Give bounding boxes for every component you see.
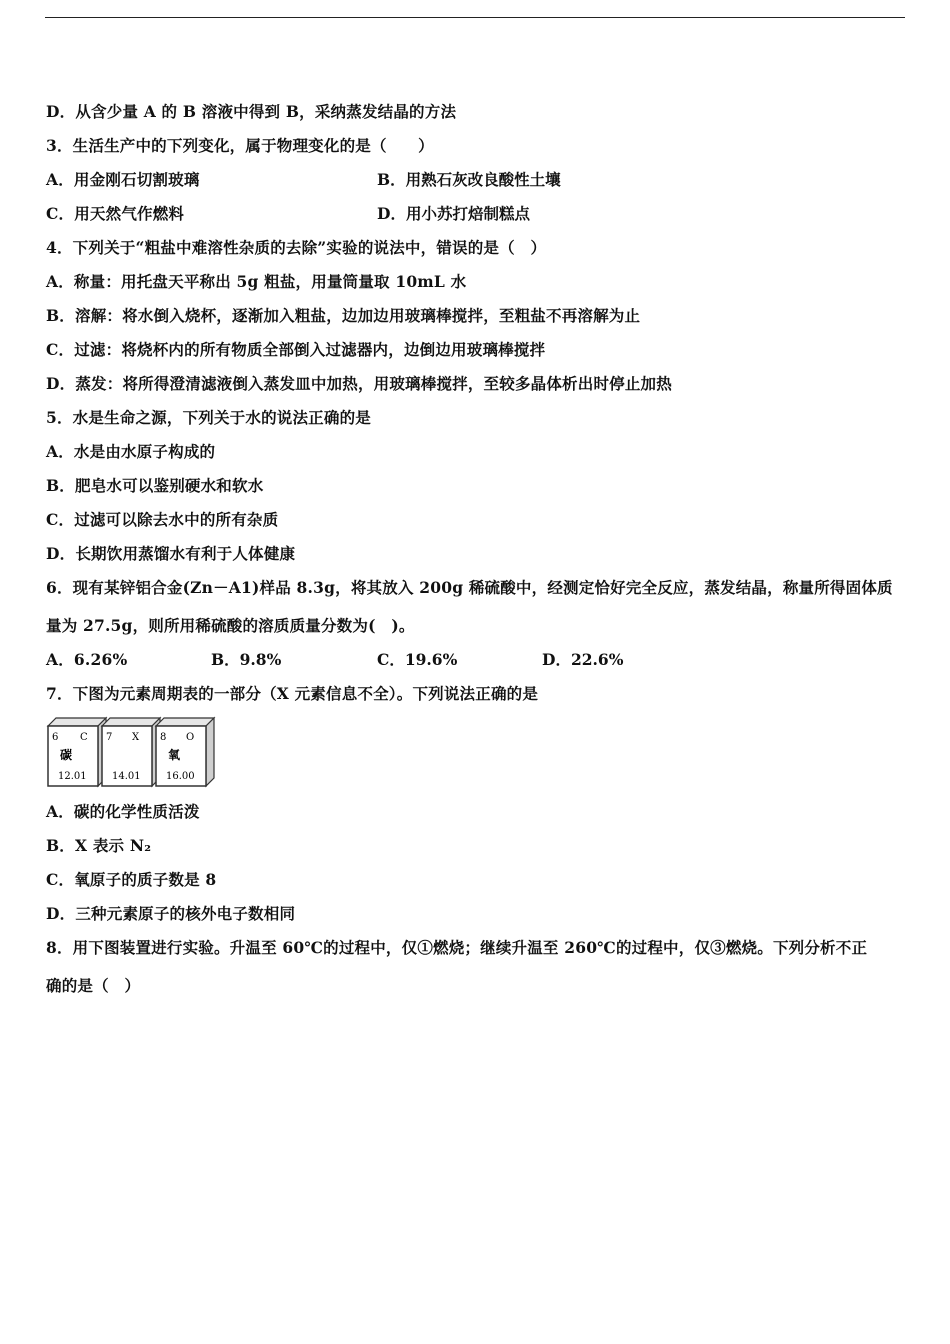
q6-stem-line1: 6．现有某锌铝合金(Zn－A1)样品 8.3g，将其放入 200g 稀硫酸中，经测定恰好完全反应，蒸发结晶，称量所得固体质 [46,578,893,597]
q4-option-b: B．溶解：将水倒入烧杯，逐渐加入粗盐，边加边用玻璃棒搅拌，至粗盐不再溶解为止 [46,306,641,325]
q6-option-a: A．6.26% [46,650,128,669]
element-cell-carbon [48,718,106,786]
element-mass: 16.00 [166,771,195,782]
q2-option-d: D．从含少量 A 的 B 溶液中得到 B，采纳蒸发结晶的方法 [46,102,457,121]
q4-option-c: C．过滤：将烧杯内的所有物质全部倒入过滤器内，边倒边用玻璃棒搅拌 [46,340,546,359]
q7-option-b: B．X 表示 N₂ [46,836,152,855]
q5-option-c: C．过滤可以除去水中的所有杂质 [46,510,279,529]
element-number: 7 [106,732,113,743]
q7-stem: 7．下图为元素周期表的一部分（X 元素信息不全）。下列说法正确的是 [46,684,539,703]
q3-option-a: A．用金刚石切割玻璃 [46,170,200,189]
element-symbol: X [132,732,140,743]
q7-option-c: C．氧原子的质子数是 8 [46,870,217,889]
element-mass: 12.01 [58,771,87,782]
element-symbol: O [186,732,195,743]
periodic-table-fragment [46,716,218,788]
element-name: 碳 [60,748,73,762]
q3-stem: 3．生活生产中的下列变化，属于物理变化的是（ ） [46,136,434,155]
q5-option-d: D．长期饮用蒸馏水有利于人体健康 [46,544,296,563]
q7-option-d: D．三种元素原子的核外电子数相同 [46,904,296,923]
q4-option-a: A．称量：用托盘天平称出 5g 粗盐，用量筒量取 10mL 水 [46,272,467,291]
header-rule [45,17,905,18]
q3-option-c: C．用天然气作燃料 [46,204,185,223]
q6-option-c: C．19.6% [377,650,458,669]
q4-option-d: D．蒸发：将所得澄清滤液倒入蒸发皿中加热，用玻璃棒搅拌，至较多晶体析出时停止加热 [46,374,672,393]
q4-stem: 4．下列关于“粗盐中难溶性杂质的去除”实验的说法中，错误的是（ ） [46,238,547,257]
q5-option-b: B．肥皂水可以鉴别硬水和软水 [46,476,264,495]
q3-option-d: D．用小苏打焙制糕点 [377,204,530,223]
element-cell-x [102,718,160,786]
q5-stem: 5．水是生命之源，下列关于水的说法正确的是 [46,408,371,427]
element-cell-oxygen [156,718,214,786]
q8-stem-line1: 8．用下图装置进行实验。升温至 60℃的过程中，仅①燃烧；继续升温至 260℃的过程中，仅③燃烧。下列分析不正 [46,938,868,957]
element-mass: 14.01 [112,771,141,782]
q7-option-a: A．碳的化学性质活泼 [46,802,200,821]
q3-option-b: B．用熟石灰改良酸性土壤 [377,170,561,189]
q6-stem-line2: 量为 27.5g，则所用稀硫酸的溶质质量分数为( )。 [46,616,415,635]
element-name: 氧 [168,748,181,762]
q6-option-b: B．9.8% [211,650,282,669]
q6-option-d: D．22.6% [542,650,624,669]
q8-stem-line2: 确的是（ ） [46,976,141,995]
element-number: 8 [160,732,167,743]
q5-option-a: A．水是由水原子构成的 [46,442,216,461]
element-symbol: C [80,732,88,743]
element-number: 6 [52,732,59,743]
